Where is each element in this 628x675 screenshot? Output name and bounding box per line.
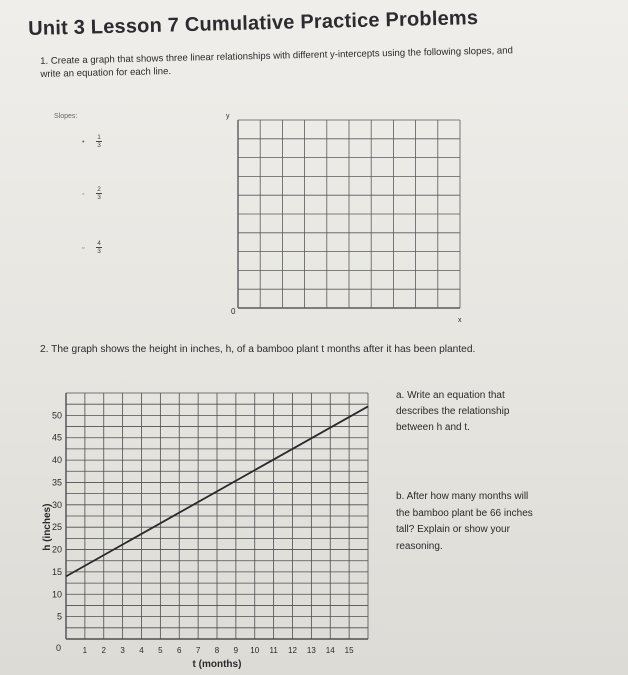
x-tick-label: 11 bbox=[269, 646, 278, 655]
part-b-text: b. After how many months will the bamboo plant be 66 inches tall? Explain or show your reasoning. bbox=[396, 491, 533, 552]
bullet-icon: ◦ bbox=[82, 190, 85, 198]
y-tick-label: 5 bbox=[56, 611, 62, 622]
y-tick-label: 15 bbox=[51, 566, 62, 577]
y-tick-label: 10 bbox=[51, 589, 62, 600]
slopes-label: Slopes: bbox=[54, 113, 78, 120]
slope-fraction: $\frac{2}{3}$ bbox=[97, 186, 101, 201]
blank-coordinate-grid[interactable] bbox=[222, 108, 472, 328]
part-a-text: a. Write an equation that describes the relationship between h and t. bbox=[396, 390, 510, 433]
y-axis-label: y bbox=[226, 113, 230, 120]
y-tick-label: 50 bbox=[51, 410, 62, 421]
x-tick-label: 9 bbox=[233, 646, 239, 655]
x-axis-label: x bbox=[458, 317, 462, 324]
chart-grid bbox=[66, 393, 368, 639]
x-tick-label: 5 bbox=[158, 646, 163, 655]
slope-item-1 bbox=[82, 134, 102, 149]
bullet-icon: • bbox=[82, 138, 85, 146]
problem-1-text: 1. Create a graph that shows three linear relationships with different y-intercepts using the following slopes, and write an equation for each line. bbox=[40, 45, 514, 80]
y-tick-label: 30 bbox=[51, 499, 62, 510]
origin-label: 0 bbox=[56, 643, 62, 653]
y-tick-labels bbox=[52, 410, 62, 621]
x-tick-label: 6 bbox=[177, 646, 182, 655]
x-tick-label: 8 bbox=[214, 646, 220, 655]
x-tick-label: 7 bbox=[195, 646, 201, 655]
bamboo-height-chart bbox=[40, 385, 385, 670]
x-tick-label: 12 bbox=[288, 646, 297, 655]
page-title: Unit 3 Lesson 7 Cumulative Practice Problems bbox=[28, 7, 479, 40]
origin-label: 0 bbox=[231, 307, 236, 316]
slope-item-3 bbox=[82, 240, 102, 255]
x-tick-label: 4 bbox=[139, 646, 144, 655]
y-tick-label: 40 bbox=[51, 455, 62, 466]
grid-lines bbox=[238, 120, 460, 308]
x-tick-labels bbox=[83, 646, 354, 655]
y-tick-label: 35 bbox=[51, 477, 62, 488]
slope-item-2 bbox=[82, 186, 102, 201]
x-tick-label: 10 bbox=[250, 646, 260, 655]
y-tick-label: 25 bbox=[51, 522, 62, 533]
x-tick-label: 15 bbox=[344, 646, 354, 655]
x-tick-label: 14 bbox=[325, 646, 335, 655]
x-tick-label: 13 bbox=[306, 646, 316, 655]
slope-fraction: $\frac{1}{3}$ bbox=[97, 134, 101, 149]
y-tick-label: 20 bbox=[51, 544, 62, 555]
x-tick-label: 1 bbox=[82, 646, 88, 655]
y-tick-label: 45 bbox=[51, 432, 62, 443]
bullet-icon: ▫ bbox=[82, 244, 85, 252]
x-tick-label: 2 bbox=[101, 646, 106, 655]
slope-fraction: $\frac{4}{3}$ bbox=[97, 240, 101, 255]
x-axis-label: t (months) bbox=[192, 659, 242, 670]
y-axis-label: h (inches) bbox=[42, 503, 53, 551]
problem-2-text: 2. The graph shows the height in inches, h, of a bamboo plant t months after it has been planted. bbox=[40, 344, 476, 355]
x-tick-label: 3 bbox=[120, 646, 125, 655]
